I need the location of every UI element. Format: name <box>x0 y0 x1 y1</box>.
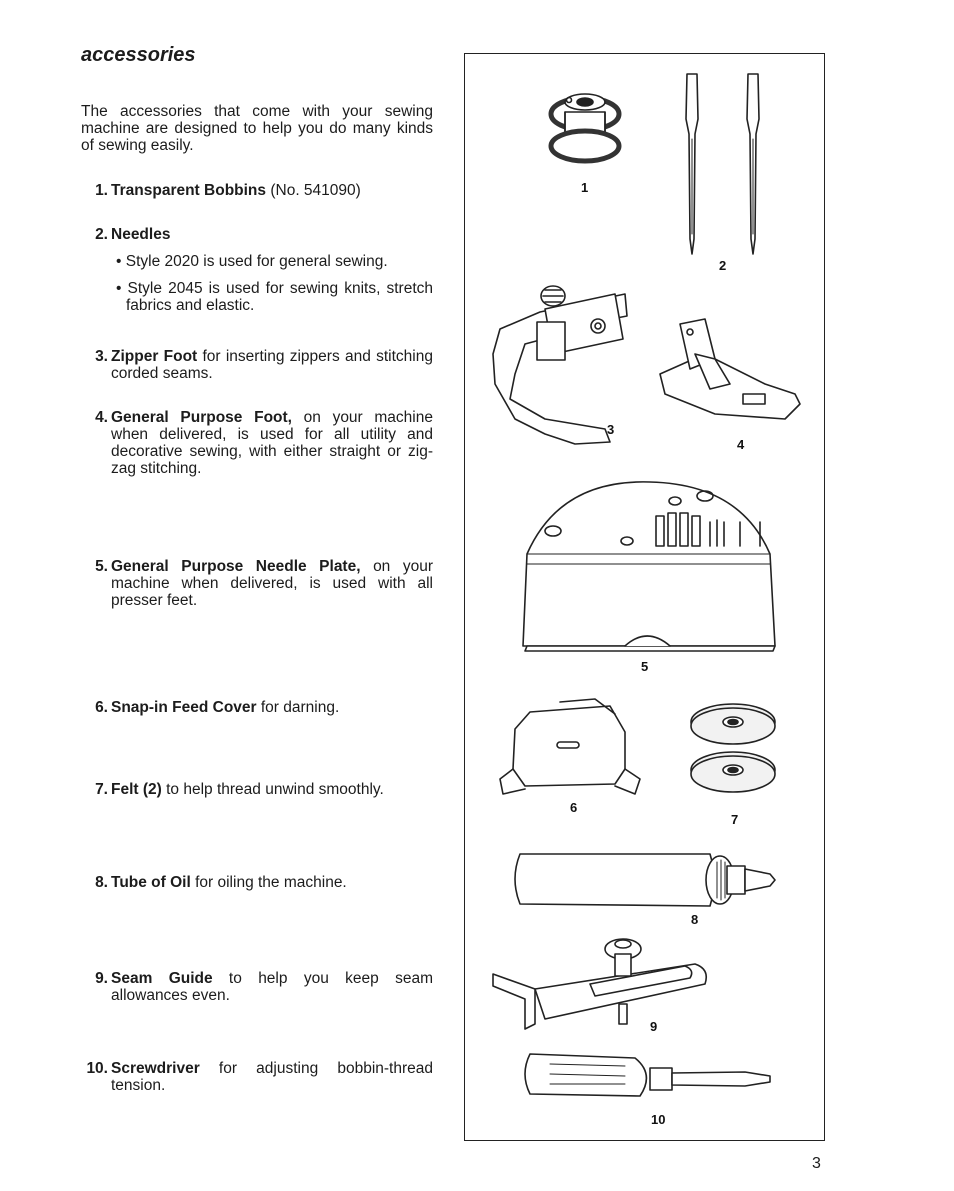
general-foot-illustration <box>660 319 800 419</box>
item-desc: to help thread unwind smoothly. <box>161 781 384 798</box>
figure-label-6: 6 <box>570 800 578 815</box>
item-name: Screwdriver <box>111 1060 200 1077</box>
illustration-panel <box>464 53 825 1141</box>
list-item-needle-plate <box>78 558 433 609</box>
item-number: 5. <box>95 558 108 575</box>
needles-illustration <box>686 74 759 254</box>
intro-paragraph: The accessories that come with your sewing machine are designed to help you do many kinds of sewing easily. <box>81 103 433 154</box>
accessories-illustration <box>465 54 826 1142</box>
item-desc: for darning. <box>256 699 340 716</box>
list-item-needles <box>78 226 433 324</box>
list-item-oil <box>78 874 433 891</box>
item-name: Needles <box>111 226 171 243</box>
figure-label-5: 5 <box>641 659 649 674</box>
screwdriver-illustration <box>525 1054 770 1096</box>
seam-guide-illustration <box>493 939 706 1029</box>
felt-illustration <box>691 704 775 792</box>
item-name: General Purpose Needle Plate, <box>111 558 361 575</box>
item-name: Zipper Foot <box>111 348 198 365</box>
bobbin-illustration <box>551 94 619 161</box>
figure-label-1: 1 <box>581 180 589 195</box>
item-desc: on your machine when delivered, is used with all presser feet. <box>111 558 433 609</box>
item-number: 9. <box>95 970 108 987</box>
item-name: Felt (2) <box>111 781 162 798</box>
figure-label-9: 9 <box>650 1019 658 1034</box>
list-item-seam-guide <box>78 970 433 1004</box>
item-name: Seam Guide <box>111 970 213 987</box>
bullet-style-2045: • Style 2045 is used for sewing knits, stretch fabrics and elastic. <box>116 280 433 314</box>
item-number: 7. <box>95 781 108 798</box>
figure-label-8: 8 <box>691 912 699 927</box>
item-number: 1. <box>95 182 108 199</box>
item-name: Tube of Oil <box>111 874 191 891</box>
bullet-style-2020: • Style 2020 is used for general sewing. <box>116 253 388 270</box>
item-desc: to help you keep seam allowances even. <box>111 970 433 1004</box>
item-number: 10. <box>86 1060 108 1077</box>
list-item-bobbins <box>78 182 433 199</box>
list-item-screwdriver <box>78 1060 433 1094</box>
needle-plate-illustration <box>523 482 775 651</box>
item-desc: (No. 541090) <box>266 182 361 199</box>
feed-cover-illustration <box>500 699 640 794</box>
figure-label-3: 3 <box>607 422 615 437</box>
item-name: Transparent Bobbins <box>111 182 267 199</box>
item-desc: for adjusting bobbin-thread tension. <box>111 1060 433 1094</box>
item-desc: on your machine when delivered, is used for all utility and decorative sewing, with either straight or zig-zag stitching. <box>111 409 433 477</box>
item-desc: for inserting zippers and stitching corded seams. <box>111 348 433 382</box>
item-number: 4. <box>95 409 108 426</box>
item-desc: for oiling the machine. <box>190 874 347 891</box>
figure-label-10: 10 <box>651 1112 666 1127</box>
zipper-foot-illustration <box>493 286 627 444</box>
page-number: 3 <box>812 1155 821 1172</box>
list-item-zipper-foot <box>78 348 433 382</box>
item-name: General Purpose Foot, <box>111 409 292 426</box>
item-name: Snap-in Feed Cover <box>111 699 257 716</box>
oil-tube-illustration <box>515 854 775 906</box>
item-number: 6. <box>95 699 108 716</box>
item-number: 2. <box>95 226 108 243</box>
figure-label-2: 2 <box>719 258 727 273</box>
figure-label-4: 4 <box>737 437 745 452</box>
page-title: accessories <box>81 44 196 66</box>
list-item-felt <box>78 781 433 798</box>
item-number: 3. <box>95 348 108 365</box>
list-item-feed-cover <box>78 699 433 716</box>
item-number: 8. <box>95 874 108 891</box>
list-item-general-foot <box>78 409 433 477</box>
figure-label-7: 7 <box>731 812 739 827</box>
